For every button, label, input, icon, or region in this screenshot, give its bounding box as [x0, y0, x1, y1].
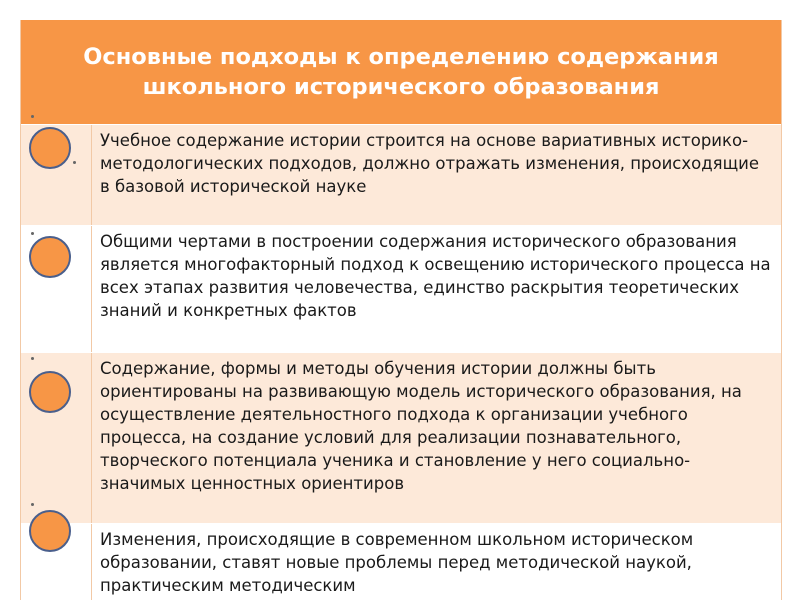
circle-icon [29, 510, 71, 552]
table-row [21, 124, 781, 225]
circle-icon [29, 236, 71, 278]
row-text: Общими чертами в построении содержания исторического образования является многофакторный подход к освещению исторического процесса на всех этапах развития человечества, единство раскрытия теоретических знаний и конкретных фактов [100, 232, 771, 320]
row-text: Изменения, происходящие в современном школьном историческом образовании, ставят новые проблемы перед методической наукой, практическим методическим [100, 530, 694, 595]
row-marker-cell [21, 226, 92, 352]
row-marker-cell [21, 524, 92, 600]
row-marker-cell [21, 353, 92, 523]
bullet-dot-icon [73, 161, 76, 164]
content-table [20, 20, 782, 600]
bullet-dot-icon [31, 357, 34, 360]
page-title: Основные подходы к определению содержания школьного исторического образования [83, 44, 719, 100]
table-row [21, 352, 781, 523]
table-row [21, 225, 781, 352]
bullet-dot-icon [31, 503, 34, 506]
table-header [21, 20, 781, 124]
bullet-dot-icon [31, 232, 34, 235]
circle-icon [29, 127, 71, 169]
row-text: Содержание, формы и методы обучения истории должны быть ориентированы на развивающую модель исторического образования, на осуществление деятельностного подхода к организации учебного процесса, на создание условий для реализации познавательного, творческого потенциала ученика и становление у него социально-значимых ценностных ориентиров [100, 359, 742, 493]
bullet-dot-icon [31, 115, 34, 118]
row-text: Учебное содержание истории строится на основе вариативных историко-методологических подходов, должно отражать изменения, происходящие в базовой исторической науке [100, 131, 759, 196]
row-marker-cell [21, 125, 92, 225]
circle-icon [29, 371, 71, 413]
table-row [21, 523, 781, 600]
